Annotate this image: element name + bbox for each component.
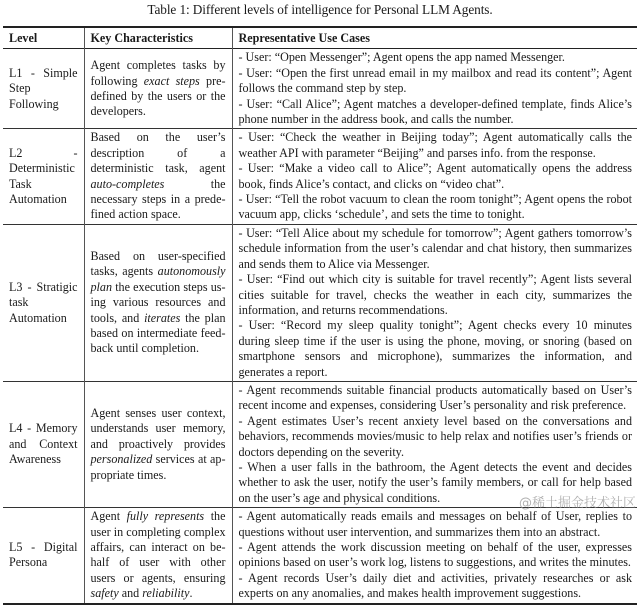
level-cell: L3 - Stratigic task Automation: [9, 279, 78, 325]
use-case-item: - Agent records User’s daily diet and activities, privately researches or ask experts on any anomalies, and makes health improvement suggestions.: [238, 570, 632, 601]
use-case-item: - User: “Make a video call to Alice”; Agent automatically opens the address book, finds Alice’s contact, and clicks on “video chat”.: [238, 161, 632, 191]
text-segment: Based on the user’s description of a deterministic task, agent: [90, 130, 226, 176]
table-caption: Table 1: Different levels of intelligence for Personal LLM Agents.: [147, 2, 493, 17]
emphasis-text: safety: [90, 586, 119, 601]
use-cases-cell: [232, 49, 637, 129]
table-row: [3, 49, 637, 129]
header-use-cases: Representative Use Cases: [232, 27, 637, 49]
text-segment: .: [189, 586, 193, 601]
use-case-item: - When a user falls in the bathroom, the Agent detects the event and decides whether to ask the user, notify the user’s family members, or call for help based on the user’s age and physical conditions.: [238, 459, 632, 505]
text-segment: Based on user-specified tasks, agents: [90, 248, 226, 279]
use-case-item: - User: “Call Alice”; Agent matches a developer-defined template, finds Alice’s phone number in the address book, and calls the number.: [238, 96, 632, 127]
text-segment: predefined by the users or the developers.: [90, 73, 226, 119]
level-cell: L5 - Digital Persona: [9, 540, 78, 570]
use-case-item: - User: “Tell Alice about my schedule for tomorrow”; Agent gathers tomorrow’s schedule information from the user’s calendar and chat history, then summarizes and sends them to Alice via Messenger.: [238, 225, 632, 271]
emphasis-text: iterates: [144, 310, 181, 325]
emphasis-text: auto-completes: [90, 176, 165, 191]
use-case-item: - Agent automatically reads emails and messages on behalf of User, replies to questions without user intervention, and summarizes them into an abstract.: [238, 509, 632, 539]
text-segment: Agent senses user context, understands user memory, and proactively provides: [90, 406, 226, 451]
use-case-item: - User: “Record my sleep quality tonight”; Agent checks every 10 minutes during sleep time if the user is using the phone, moving, or snoring (based on smartphone sensors and microphone), summarizes the information, and generates a report.: [238, 318, 632, 379]
text-segment: the necessary steps in a predefined action space.: [90, 176, 226, 222]
text-segment: Agent: [90, 509, 127, 524]
use-cases-cell: [232, 129, 637, 224]
use-case-item: - User: “Tell the robot vacuum to clean the room tonight”; Agent opens the robot vacuum app, clicks ‘schedule’, and sets the time to tonight.: [238, 192, 632, 222]
use-case-item: - User: “Open the first unread email in my mailbox and read its content”; Agent follows the command step by step.: [238, 65, 632, 96]
table-row: [3, 381, 637, 507]
use-case-item: - Agent attends the work discussion meeting on behalf of the user, expresses opinions based on user’s work log, listens to suggestions, and writes the minutes.: [238, 540, 632, 570]
text-segment: Agent completes tasks by following: [90, 58, 226, 88]
use-cases-cell: [232, 381, 637, 507]
text-segment: the execution steps using various resources and tools, and: [90, 279, 226, 325]
emphasis-text: exact steps: [143, 73, 200, 88]
table-row: [3, 508, 637, 604]
header-key-characteristics: Key Characteristics: [84, 27, 232, 49]
text-segment: the plan based on intermediate feedback until completion.: [90, 310, 226, 356]
use-cases-cell: [232, 224, 637, 381]
table-header-row: [3, 27, 637, 49]
text-segment: and: [118, 586, 143, 601]
text-segment: the user in completing complex affairs, can interact on behalf of user with other users or agents, ensuring: [90, 509, 226, 585]
emphasis-text: personalized: [90, 452, 153, 467]
key-characteristics-cell: [84, 224, 232, 381]
intelligence-levels-table: [3, 26, 637, 605]
use-case-item: - Agent estimates User’s recent anxiety level based on the conversations and behaviors, recommends movies/music to help relax and notifies user’s friends or doctors depending on the severity.: [238, 413, 632, 459]
emphasis-text: reliability: [142, 586, 190, 601]
watermark: @稀土掘金技术社区: [518, 496, 636, 511]
emphasis-text: fully represents: [126, 509, 205, 524]
header-level: Level: [9, 31, 38, 45]
table-row: [3, 224, 637, 381]
use-case-item: - User: “Open Messenger”; Agent opens the app named Messenger.: [238, 50, 565, 65]
key-characteristics-cell: [84, 129, 232, 224]
use-case-item: - User: “Find out which city is suitable for travel recently”; Agent lists several cities suitable for travel, checks the weather in each city, summarizes the information, and returns recommendations.: [238, 272, 632, 317]
text-segment: services at appropriate times.: [90, 452, 226, 482]
table-row: [3, 129, 637, 224]
key-characteristics-cell: [84, 381, 232, 507]
key-characteristics-cell: [84, 49, 232, 129]
emphasis-text: autonomously plan: [90, 264, 226, 294]
use-case-item: - User: “Check the weather in Beijing today”; Agent automatically calls the weather API with parameter “Beijing” and parses info. from the response.: [238, 130, 632, 160]
level-cell: L4 - Memory and Context Awareness: [9, 421, 78, 467]
level-cell: L1 - Simple Step Following: [9, 65, 78, 111]
level-cell: L2 - Deterministic Task Automation: [9, 145, 78, 207]
use-cases-cell: [232, 508, 637, 604]
key-characteristics-cell: [84, 508, 232, 604]
use-case-item: - Agent recommends suitable financial products automatically based on User’s recent income and expenses, considering User’s personality and risk preference.: [238, 382, 632, 413]
